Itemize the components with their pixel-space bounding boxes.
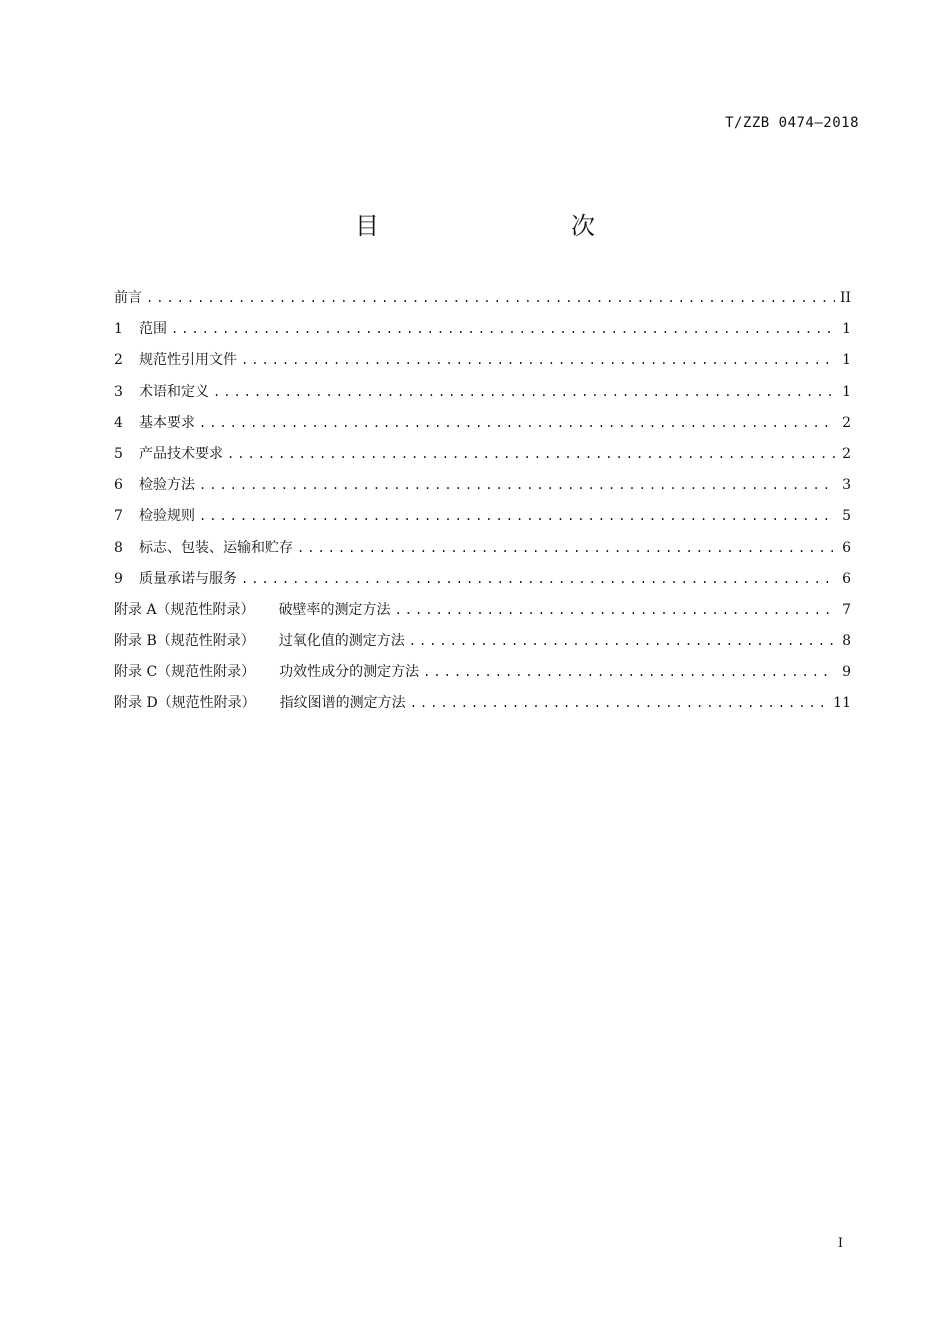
toc-entry-label: 产品技术要求	[139, 445, 223, 462]
toc-entry-page: 7	[842, 601, 851, 618]
toc-entry-label: 基本要求	[139, 414, 195, 431]
toc-leader-dots	[227, 447, 835, 461]
toc-entry-label: 附录 D（规范性附录）	[114, 695, 256, 712]
document-code: T/ZZB 0474—2018	[725, 115, 859, 131]
toc-entry-page: 3	[842, 477, 851, 494]
toc-entry-label: 附录 B（规范性附录）	[114, 633, 255, 650]
toc-entry-9[interactable]	[114, 568, 851, 599]
toc-entry-label: 质量承诺与服务	[139, 570, 237, 587]
toc-entry-label: 术语和定义	[139, 383, 209, 400]
toc-entry-label: 规范性引用文件	[139, 352, 237, 369]
toc-entry-page: II	[839, 290, 851, 306]
toc-entry-number: 1	[114, 321, 123, 338]
toc-entry-5[interactable]	[114, 443, 851, 474]
toc-entry-7[interactable]	[114, 505, 851, 536]
toc-entry-number: 3	[114, 383, 123, 400]
toc-entry-subtitle: 功效性成分的测定方法	[279, 664, 420, 681]
toc-entry-foreword[interactable]	[114, 287, 851, 318]
toc-entry-page: 1	[842, 383, 851, 400]
toc-leader-dots	[241, 353, 835, 367]
toc-entry-appendix-b[interactable]	[114, 630, 851, 661]
toc-entry-page: 6	[842, 539, 851, 556]
toc-entry-subtitle: 过氧化值的测定方法	[278, 633, 405, 650]
toc-entry-subtitle: 破壁率的测定方法	[278, 601, 391, 618]
toc-entry-1[interactable]	[114, 318, 851, 349]
toc-entry-number: 5	[114, 445, 123, 462]
toc-entry-label: 附录 C（规范性附录）	[114, 664, 256, 681]
toc-leader-dots	[146, 291, 835, 305]
toc-entry-page: 6	[842, 570, 851, 587]
toc-entry-label: 检验规则	[139, 508, 195, 525]
toc-entry-number: 8	[114, 539, 123, 556]
toc-leader-dots	[199, 416, 835, 430]
toc-leader-dots	[199, 509, 835, 523]
toc-title: 目 次	[355, 212, 643, 240]
toc-entry-label: 检验方法	[139, 477, 195, 494]
toc-leader-dots	[199, 478, 835, 492]
toc-leader-dots	[241, 572, 835, 586]
toc-entry-number: 7	[114, 508, 123, 525]
toc-entry-page: 5	[842, 508, 851, 525]
toc-entry-label: 前言	[114, 290, 142, 306]
toc-entry-page: 11	[833, 695, 851, 712]
toc-entry-page: 2	[842, 445, 851, 462]
toc-entry-label: 范围	[139, 321, 167, 338]
toc-entry-3[interactable]	[114, 381, 851, 412]
toc-leader-dots	[171, 322, 835, 336]
toc-entry-number: 2	[114, 352, 123, 369]
toc-leader-dots	[213, 385, 835, 399]
toc-leader-dots	[410, 696, 829, 710]
toc-entry-number: 6	[114, 477, 123, 494]
toc-entry-appendix-d[interactable]	[114, 692, 851, 723]
toc-entry-page: 8	[842, 633, 851, 650]
toc-leader-dots	[423, 665, 835, 679]
toc-entry-page: 9	[842, 664, 851, 681]
toc-leader-dots	[395, 603, 835, 617]
toc-entry-page: 1	[842, 352, 851, 369]
toc-leader-dots	[409, 634, 835, 648]
toc-entry-subtitle: 指纹图谱的测定方法	[279, 695, 406, 712]
toc-entry-2[interactable]	[114, 349, 851, 380]
toc-leader-dots	[297, 541, 835, 555]
toc-entry-6[interactable]	[114, 474, 851, 505]
toc-entry-page: 1	[842, 321, 851, 338]
page-number: I	[837, 1236, 843, 1251]
toc-entry-number: 4	[114, 414, 123, 431]
toc-entry-number: 9	[114, 570, 123, 587]
toc-entry-appendix-a[interactable]	[114, 599, 851, 630]
toc-entry-appendix-c[interactable]	[114, 661, 851, 692]
toc-entry-8[interactable]	[114, 537, 851, 568]
toc-entry-page: 2	[842, 414, 851, 431]
toc-entry-label: 标志、包装、运输和贮存	[139, 539, 293, 556]
toc-entry-4[interactable]	[114, 412, 851, 443]
toc-entry-label: 附录 A（规范性附录）	[114, 601, 255, 618]
toc-list	[114, 287, 851, 724]
